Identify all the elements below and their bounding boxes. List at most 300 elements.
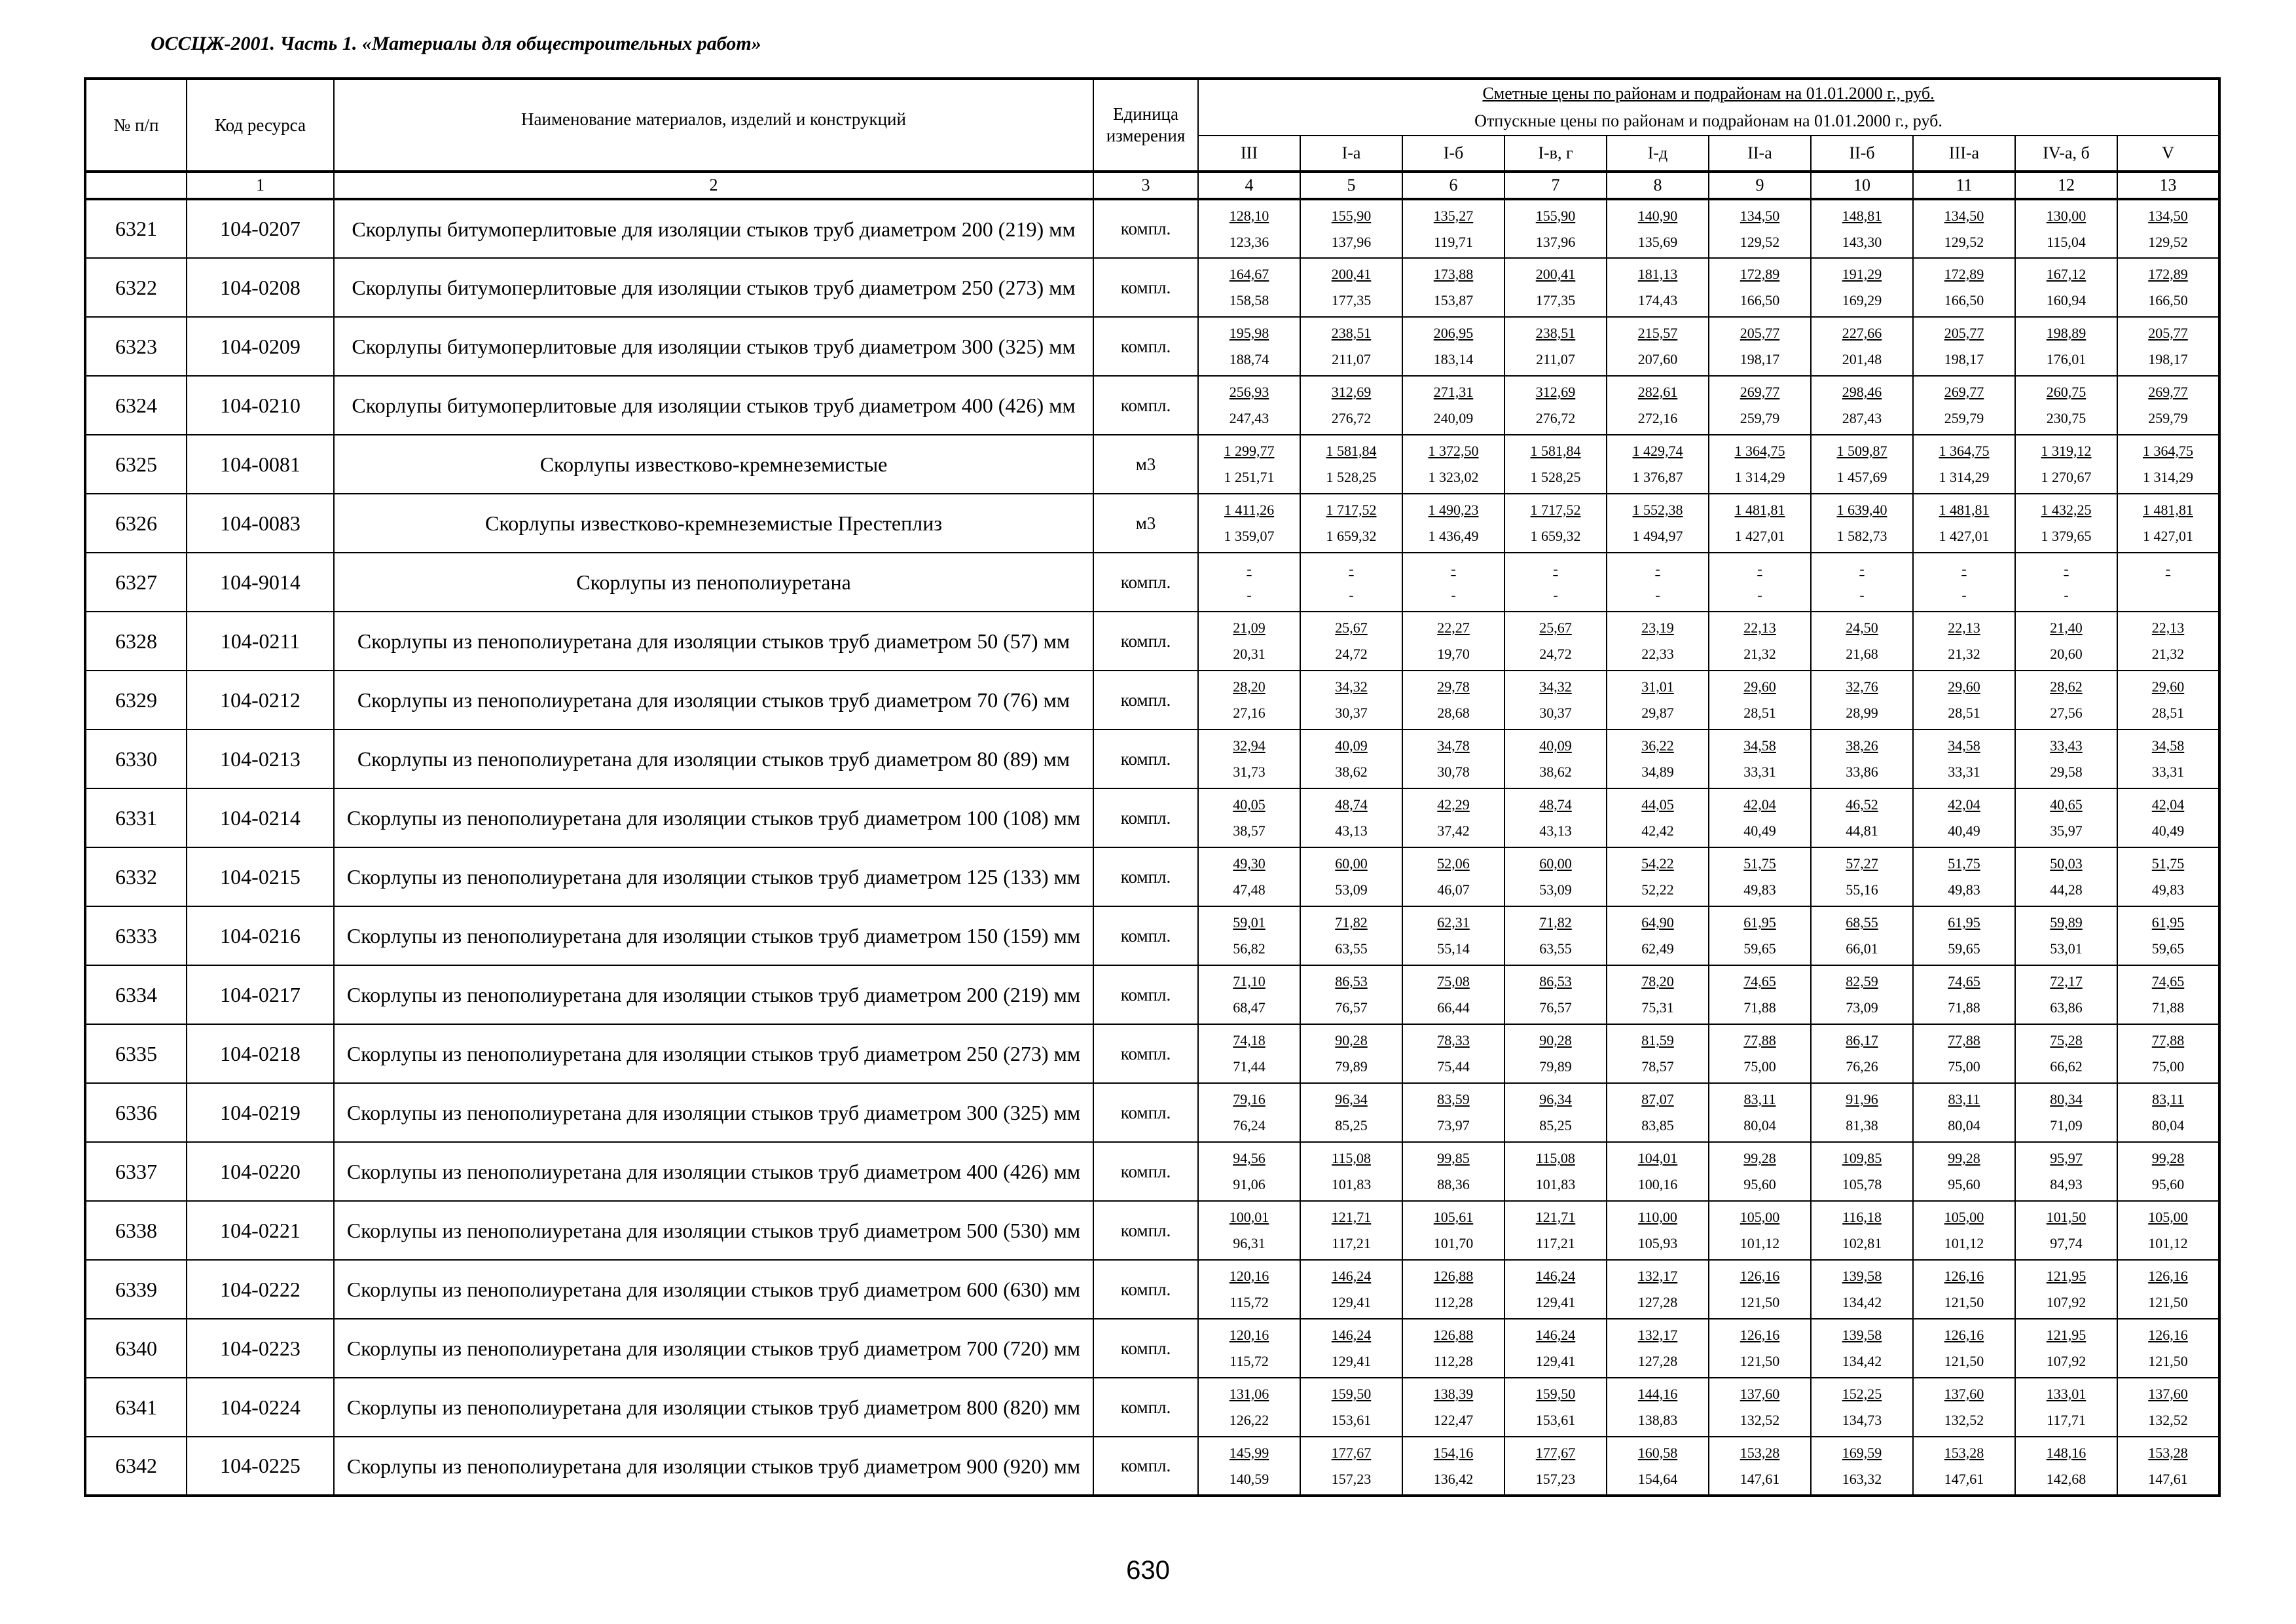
price-cell (1300, 906, 1402, 965)
price-cell (1198, 1142, 1300, 1201)
release-price: 188,74 (1229, 351, 1269, 367)
price-cell (2117, 1201, 2219, 1260)
price-cell (2015, 1083, 2117, 1142)
price-cell (1300, 199, 1402, 258)
estimate-price: 1 411,26 (1224, 502, 1275, 518)
price-cell (2015, 258, 2117, 317)
price-cell (1402, 317, 1504, 376)
price-cell (1913, 1260, 2015, 1319)
price-cell (2015, 1024, 2117, 1083)
price-cell (2117, 1024, 2219, 1083)
price-cell (1709, 317, 1811, 376)
estimate-price: 298,46 (1842, 384, 1882, 400)
price-cell (1504, 258, 1607, 317)
price-cell (1198, 671, 1300, 729)
table-row (85, 258, 2219, 317)
release-price: 137,96 (1331, 233, 1372, 250)
price-cell (1402, 1024, 1504, 1083)
price-cell (1709, 1083, 1811, 1142)
release-price: 115,72 (1230, 1294, 1269, 1310)
price-cell (1811, 494, 1913, 553)
price-cell (1300, 847, 1402, 906)
price-cell (2015, 1319, 2117, 1378)
release-price: 157,23 (1535, 1470, 1576, 1487)
material-name: Скорлупы из пенополиуретана для изоляции стыков труб диаметром 50 (57) мм (334, 612, 1093, 671)
resource-code: 104-0219 (187, 1083, 334, 1142)
material-name: Скорлупы из пенополиуретана для изоляции стыков труб диаметром 80 (89) мм (334, 729, 1093, 788)
estimate-price: 271,31 (1433, 384, 1474, 400)
column-number-empty (85, 172, 187, 199)
release-price: 129,41 (1535, 1353, 1576, 1369)
estimate-price: 40,05 (1233, 796, 1266, 813)
price-table (84, 77, 2221, 1497)
price-cell (2015, 965, 2117, 1024)
price-cell (1504, 1319, 1607, 1378)
estimate-price: 282,61 (1637, 384, 1678, 400)
column-number: 10 (1811, 172, 1913, 199)
estimate-price: 133,01 (2046, 1386, 2086, 1402)
unit-of-measure: компл. (1093, 376, 1198, 435)
estimate-price: 269,77 (2148, 384, 2188, 400)
estimate-price: 191,29 (1842, 266, 1882, 282)
estimate-price: 28,62 (2050, 678, 2083, 695)
estimate-price: 29,60 (2151, 678, 2185, 695)
unit-of-measure: компл. (1093, 965, 1198, 1024)
release-price: 230,75 (2046, 410, 2086, 426)
row-number: 6330 (85, 729, 187, 788)
price-cell (2117, 1437, 2219, 1496)
release-price: 53,09 (1335, 881, 1368, 898)
price-cell (2015, 906, 2117, 965)
estimate-price: 24,50 (1846, 619, 1878, 636)
price-cell (1709, 729, 1811, 788)
release-price: 33,86 (1846, 764, 1878, 780)
release-price: - (1961, 587, 1967, 603)
resource-code: 104-0217 (187, 965, 334, 1024)
release-price: 183,14 (1433, 351, 1474, 367)
price-cell (1198, 1201, 1300, 1260)
release-price: 134,42 (1842, 1353, 1882, 1369)
table-row (85, 1260, 2219, 1319)
release-price: 1 659,32 (1530, 528, 1581, 544)
resource-code: 104-0225 (187, 1437, 334, 1496)
estimate-price: 101,50 (2046, 1209, 2086, 1225)
price-cell (1913, 376, 2015, 435)
release-price: 101,83 (1331, 1176, 1372, 1192)
estimate-price: 42,29 (1437, 796, 1470, 813)
estimate-price: 91,96 (1846, 1091, 1878, 1107)
estimate-price: 44,05 (1641, 796, 1674, 813)
estimate-price: 205,77 (2148, 325, 2188, 341)
material-name: Скорлупы из пенополиуретана для изоляции стыков труб диаметром 500 (530) мм (334, 1201, 1093, 1260)
release-price: 43,13 (1335, 822, 1368, 839)
price-cell (1402, 1201, 1504, 1260)
release-price: 127,28 (1637, 1294, 1678, 1310)
release-price: 63,55 (1335, 940, 1368, 957)
material-name: Скорлупы битумоперлитовые для изоляции стыков труб диаметром 200 (219) мм (334, 199, 1093, 258)
estimate-price: 59,01 (1233, 914, 1266, 931)
region-header: III (1198, 136, 1300, 172)
estimate-price: - (1349, 561, 1354, 577)
release-price: 107,92 (2046, 1353, 2086, 1369)
release-price: 276,72 (1331, 410, 1372, 426)
estimate-price: 172,89 (1944, 266, 1984, 282)
price-cell (1811, 1319, 1913, 1378)
release-price: 101,70 (1433, 1235, 1474, 1251)
price-cell (1709, 1260, 1811, 1319)
estimate-price: 50,03 (2050, 855, 2083, 872)
price-cell (1913, 553, 2015, 612)
estimate-price: 78,20 (1641, 973, 1674, 989)
table-row (85, 317, 2219, 376)
price-cell (2117, 1319, 2219, 1378)
table-row (85, 1378, 2219, 1437)
price-cell (1811, 258, 1913, 317)
release-price: 112,28 (1434, 1294, 1473, 1310)
release-price: 76,57 (1335, 999, 1368, 1016)
header-prices (1198, 79, 2219, 136)
estimate-price: 135,27 (1433, 207, 1474, 224)
price-cell (1300, 435, 1402, 494)
price-cell (1607, 1142, 1709, 1201)
estimate-price: 79,16 (1233, 1091, 1266, 1107)
release-price: 122,47 (1433, 1412, 1474, 1428)
release-price: 158,58 (1229, 292, 1269, 308)
estimate-price: 25,67 (1539, 619, 1572, 636)
resource-code: 104-0083 (187, 494, 334, 553)
estimate-price: 126,88 (1433, 1268, 1474, 1284)
price-cell (1198, 1319, 1300, 1378)
estimate-price: 31,01 (1641, 678, 1674, 695)
release-price: 78,57 (1641, 1058, 1674, 1075)
release-price: 1 314,29 (1734, 469, 1785, 485)
row-number: 6324 (85, 376, 187, 435)
unit-of-measure: м3 (1093, 435, 1198, 494)
price-cell (1504, 847, 1607, 906)
release-price: 174,43 (1637, 292, 1678, 308)
price-cell (1811, 1437, 1913, 1496)
release-price: 30,78 (1437, 764, 1470, 780)
row-number: 6333 (85, 906, 187, 965)
price-cell (1913, 1024, 2015, 1083)
estimate-price: 121,71 (1535, 1209, 1576, 1225)
estimate-price: 95,97 (2050, 1150, 2083, 1166)
price-cell (1504, 494, 1607, 553)
release-price: - (2064, 587, 2069, 603)
price-cell (1402, 435, 1504, 494)
price-cell (1402, 494, 1504, 553)
price-cell (1198, 1437, 1300, 1496)
release-price: 35,97 (2050, 822, 2083, 839)
price-cell (1607, 199, 1709, 258)
unit-of-measure: компл. (1093, 258, 1198, 317)
release-price: 28,51 (2151, 705, 2185, 721)
estimate-price: - (1655, 561, 1660, 577)
release-price: 33,31 (1948, 764, 1980, 780)
estimate-price: 25,67 (1335, 619, 1368, 636)
estimate-price: 105,00 (1944, 1209, 1984, 1225)
resource-code: 104-0211 (187, 612, 334, 671)
price-cell (1811, 671, 1913, 729)
row-number: 6337 (85, 1142, 187, 1201)
price-cell (1198, 906, 1300, 965)
table-row (85, 435, 2219, 494)
estimate-price: 22,13 (1743, 619, 1776, 636)
release-price: 105,93 (1637, 1235, 1678, 1251)
price-cell (1913, 906, 2015, 965)
price-cell (2117, 1142, 2219, 1201)
release-price: 95,60 (1948, 1176, 1980, 1192)
price-cell (1607, 553, 1709, 612)
price-cell (1300, 553, 1402, 612)
estimate-price: 1 481,81 (1734, 502, 1785, 518)
release-price: 153,61 (1331, 1412, 1372, 1428)
price-cell (1811, 1260, 1913, 1319)
estimate-price: 83,11 (1743, 1091, 1776, 1107)
price-cell (1198, 435, 1300, 494)
release-price: 134,73 (1842, 1412, 1882, 1428)
price-cell (1709, 906, 1811, 965)
release-price: 22,33 (1641, 646, 1674, 662)
estimate-price: 146,24 (1535, 1268, 1576, 1284)
release-price: 55,14 (1437, 940, 1470, 957)
price-cell (1402, 965, 1504, 1024)
price-cell (1913, 1437, 2015, 1496)
estimate-price: 40,65 (2050, 796, 2083, 813)
release-price: 33,31 (1743, 764, 1776, 780)
estimate-price: 269,77 (1740, 384, 1780, 400)
release-price: 1 314,29 (1939, 469, 1990, 485)
release-price: 102,81 (1842, 1235, 1882, 1251)
estimate-price: 75,08 (1437, 973, 1470, 989)
release-price: 59,65 (1743, 940, 1776, 957)
unit-of-measure: компл. (1093, 906, 1198, 965)
release-price: 198,17 (1740, 351, 1780, 367)
estimate-price: 105,00 (1740, 1209, 1780, 1225)
estimate-price: 100,01 (1229, 1209, 1269, 1225)
price-cell (1913, 729, 2015, 788)
column-number: 5 (1300, 172, 1402, 199)
estimate-price: 57,27 (1846, 855, 1878, 872)
release-price: 163,32 (1842, 1470, 1882, 1487)
release-price: 59,65 (2151, 940, 2185, 957)
region-header: I-в, г (1504, 136, 1607, 172)
price-cell (1198, 1378, 1300, 1437)
price-cell (1607, 1024, 1709, 1083)
price-cell (1402, 1319, 1504, 1378)
release-price: 105,78 (1842, 1176, 1882, 1192)
estimate-price: 227,66 (1842, 325, 1882, 341)
release-price: 153,87 (1433, 292, 1474, 308)
estimate-price: 169,59 (1842, 1444, 1882, 1461)
estimate-price: 54,22 (1641, 855, 1674, 872)
estimate-price: 154,16 (1433, 1444, 1474, 1461)
release-price: 247,43 (1229, 410, 1269, 426)
price-cell (1709, 1437, 1811, 1496)
estimate-price: 1 432,25 (2041, 502, 2092, 518)
price-cell (1300, 965, 1402, 1024)
release-price: 147,61 (2148, 1470, 2188, 1487)
estimate-price: 126,16 (1740, 1327, 1780, 1343)
release-price: 117,21 (1332, 1235, 1371, 1251)
release-price: 276,72 (1535, 410, 1576, 426)
release-price: 28,51 (1743, 705, 1776, 721)
release-price: 1 427,01 (1734, 528, 1785, 544)
estimate-price: 71,82 (1335, 914, 1368, 931)
estimate-price: 145,99 (1229, 1444, 1269, 1461)
price-cell (1607, 1201, 1709, 1260)
price-cell (1300, 612, 1402, 671)
unit-of-measure: компл. (1093, 847, 1198, 906)
release-price: 75,44 (1437, 1058, 1470, 1075)
unit-of-measure: компл. (1093, 1319, 1198, 1378)
price-cell (1709, 1319, 1811, 1378)
release-price: 40,49 (1743, 822, 1776, 839)
estimate-price: 105,00 (2148, 1209, 2188, 1225)
price-cell (1402, 1083, 1504, 1142)
price-cell (1913, 847, 2015, 906)
estimate-price: 62,31 (1437, 914, 1470, 931)
release-price: 1 457,69 (1836, 469, 1887, 485)
material-name: Скорлупы из пенополиуретана (334, 553, 1093, 612)
row-number: 6340 (85, 1319, 187, 1378)
estimate-price: 146,24 (1331, 1268, 1372, 1284)
estimate-price: 1 481,81 (1939, 502, 1990, 518)
estimate-price: 126,16 (1944, 1268, 1984, 1284)
unit-of-measure: компл. (1093, 1437, 1198, 1496)
estimate-price: 1 372,50 (1428, 443, 1479, 459)
price-cell (2015, 494, 2117, 553)
estimate-price: 140,90 (1637, 207, 1678, 224)
material-name: Скорлупы битумоперлитовые для изоляции стыков труб диаметром 400 (426) мм (334, 376, 1093, 435)
price-cell (1504, 1083, 1607, 1142)
estimate-price: 115,08 (1332, 1150, 1371, 1166)
row-number: 6326 (85, 494, 187, 553)
release-price: 121,50 (2148, 1353, 2188, 1369)
release-price (2118, 582, 2218, 608)
release-price: 97,74 (2050, 1235, 2083, 1251)
estimate-price: 1 481,81 (2143, 502, 2193, 518)
unit-of-measure: компл. (1093, 1378, 1198, 1437)
row-number: 6335 (85, 1024, 187, 1083)
estimate-price: - (1451, 561, 1456, 577)
estimate-price: 126,16 (1740, 1268, 1780, 1284)
price-cell (1402, 671, 1504, 729)
release-price: 63,55 (1539, 940, 1572, 957)
price-cell (1913, 1201, 2015, 1260)
table-row (85, 494, 2219, 553)
estimate-price: 1 552,38 (1632, 502, 1683, 518)
estimate-price: 82,59 (1846, 973, 1878, 989)
estimate-price: 105,61 (1433, 1209, 1474, 1225)
price-cell (1504, 1201, 1607, 1260)
price-cell (1811, 1378, 1913, 1437)
estimate-price: 132,17 (1637, 1268, 1678, 1284)
resource-code: 104-0224 (187, 1378, 334, 1437)
estimate-price: 200,41 (1331, 266, 1372, 282)
release-price: 24,72 (1335, 646, 1368, 662)
release-price: 198,17 (2148, 351, 2188, 367)
price-cell (1913, 1142, 2015, 1201)
material-name: Скорлупы из пенополиуретана для изоляции стыков труб диаметром 70 (76) мм (334, 671, 1093, 729)
release-price: 127,28 (1637, 1353, 1678, 1369)
release-price: 129,41 (1331, 1294, 1372, 1310)
release-price: 132,52 (1740, 1412, 1780, 1428)
estimate-price: 29,60 (1743, 678, 1776, 695)
price-cell (2117, 1378, 2219, 1437)
release-price: 101,12 (1944, 1235, 1984, 1251)
price-cell (1300, 1437, 1402, 1496)
estimate-price: 139,58 (1842, 1268, 1882, 1284)
resource-code: 104-0212 (187, 671, 334, 729)
release-price: 63,86 (2050, 999, 2083, 1016)
release-price: 211,07 (1332, 351, 1371, 367)
release-price: 140,59 (1229, 1470, 1269, 1487)
release-price: 101,83 (1535, 1176, 1576, 1192)
price-cell (1709, 612, 1811, 671)
estimate-price: 173,88 (1433, 266, 1474, 282)
price-cell (1402, 729, 1504, 788)
release-price: 135,69 (1637, 233, 1678, 250)
resource-code: 104-0222 (187, 1260, 334, 1319)
release-price: 1 379,65 (2041, 528, 2092, 544)
price-cell (1709, 788, 1811, 847)
release-price: 76,24 (1233, 1117, 1266, 1134)
release-price: 129,41 (1331, 1353, 1372, 1369)
column-number: 1 (187, 172, 334, 199)
estimate-price: 48,74 (1335, 796, 1368, 813)
price-cell (2117, 494, 2219, 553)
release-price: 115,04 (2047, 233, 2086, 250)
price-cell (1811, 906, 1913, 965)
estimate-price: 74,65 (1743, 973, 1776, 989)
estimate-price: 146,24 (1331, 1327, 1372, 1343)
column-number: 2 (334, 172, 1093, 199)
estimate-price: 1 717,52 (1530, 502, 1581, 518)
estimate-price: 46,52 (1846, 796, 1878, 813)
unit-of-measure: компл. (1093, 1201, 1198, 1260)
estimate-price: 137,60 (1944, 1386, 1984, 1402)
release-price: 1 528,25 (1530, 469, 1581, 485)
table-row (85, 612, 2219, 671)
release-price: 166,50 (2148, 292, 2188, 308)
material-name: Скорлупы из пенополиуретана для изоляции стыков труб диаметром 600 (630) мм (334, 1260, 1093, 1319)
estimate-price: 1 319,12 (2041, 443, 2092, 459)
material-name: Скорлупы из пенополиуретана для изоляции стыков труб диаметром 250 (273) мм (334, 1024, 1093, 1083)
row-number: 6331 (85, 788, 187, 847)
estimate-price: 121,95 (2046, 1327, 2086, 1343)
price-cell (1504, 1024, 1607, 1083)
release-price: 75,00 (2151, 1058, 2185, 1075)
estimate-price: 126,16 (2148, 1327, 2188, 1343)
price-cell (2015, 317, 2117, 376)
release-price: 53,09 (1539, 881, 1572, 898)
resource-code: 104-0081 (187, 435, 334, 494)
release-price: 177,35 (1535, 292, 1576, 308)
release-price: 100,16 (1637, 1176, 1678, 1192)
estimate-price: 148,16 (2046, 1444, 2086, 1461)
estimate-price: 269,77 (1944, 384, 1984, 400)
material-name: Скорлупы из пенополиуретана для изоляции стыков труб диаметром 100 (108) мм (334, 788, 1093, 847)
estimate-price: 205,77 (1944, 325, 1984, 341)
price-cell (1913, 435, 2015, 494)
estimate-price: - (1961, 561, 1967, 577)
estimate-price: 42,04 (1948, 796, 1980, 813)
price-cell (1504, 788, 1607, 847)
release-price: 134,42 (1842, 1294, 1882, 1310)
price-cell (1607, 788, 1709, 847)
price-cell (1198, 376, 1300, 435)
